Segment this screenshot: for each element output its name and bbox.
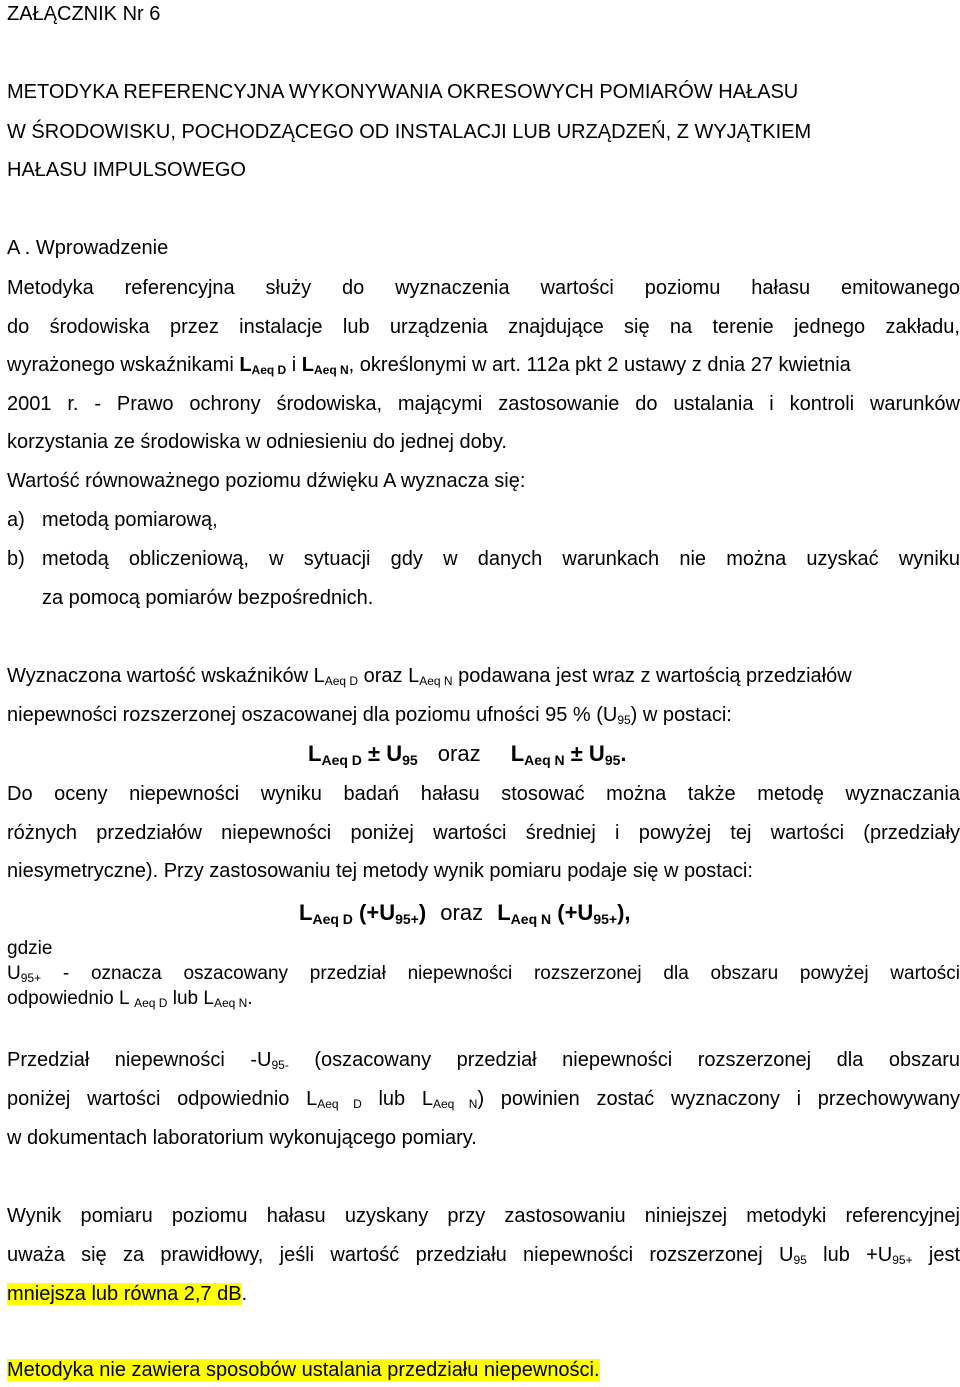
para8-line1 bbox=[7, 1358, 960, 1382]
para4-line2: różnych przedziałów niepewności poniżej wartości średniej i powyżej tej wartości (przedziały bbox=[7, 822, 960, 844]
highlight-note: Metodyka nie zawiera sposobów ustalania przedziału niepewności. bbox=[7, 1359, 600, 1381]
para5-line1: $U_{95+}$ - oznacza oszacowany przedział niepewności rozszerzonej dla obszaru powyżej wartości bbox=[7, 963, 960, 985]
list-label-a: a) bbox=[7, 509, 25, 531]
list-text-b-line2: za pomocą pomiarów bezpośrednich. bbox=[42, 587, 374, 609]
para6-line2: poniżej wartości odpowiednio $L_{Aeq D}$ lub $L_{Aeq N}$) powinien zostać wyznaczony i przechowywany bbox=[7, 1088, 960, 1111]
para5-line2: odpowiednio L $_{Aeq D}$ lub $L_{Aeq N}$. bbox=[7, 988, 253, 1010]
para4-line1: Do oceny niepewności wyniku badań hałasu stosować można także metodę wyznaczania bbox=[7, 783, 960, 805]
annex-title: ZAŁĄCZNIK Nr 6 bbox=[7, 3, 161, 25]
para1-line2: do środowiska przez instalacje lub urządzenia znajdujące się na terenie jednego zakładu, bbox=[7, 316, 960, 338]
para3-line2: niepewności rozszerzonej oszacowanej dla poziomu ufności 95 % $(U_{95})$ w postaci: bbox=[7, 704, 732, 727]
section-title: A . Wprowadzenie bbox=[7, 237, 169, 259]
list-text-b-line1: metodą obliczeniową, w sytuacji gdy w danych warunkach nie można uzyskać wyniku bbox=[42, 548, 960, 570]
list-text-a: metodą pomiarową, bbox=[42, 509, 218, 531]
para2-line1: Wartość równoważnego poziomu dźwięku A wyznacza się: bbox=[7, 470, 526, 492]
para5-gdzie: gdzie bbox=[7, 938, 53, 959]
para7-line1: Wynik pomiaru poziomu hałasu uzyskany przy zastosowaniu niniejszej metodyki referencyjnej bbox=[7, 1205, 960, 1227]
para6-line1: Przedział niepewności $-U_{95-}$ (oszacowany przedział niepewności rozszerzonej dla obszaru bbox=[7, 1049, 960, 1072]
para4-line3: niesymetryczne). Przy zastosowaniu tej metody wynik pomiaru podaje się w postaci: bbox=[7, 860, 753, 882]
para3-line1: Wyznaczona wartość wskaźników $L_{Aeq D}$ oraz $L_{Aeq N}$ podawana jest wraz z wartością przedziałów bbox=[7, 665, 852, 688]
para6-line3: w dokumentach laboratorium wykonującego pomiary. bbox=[7, 1127, 477, 1149]
doc-title-line-2: W ŚRODOWISKU, POCHODZĄCEGO OD INSTALACJI LUB URZĄDZEŃ, Z WYJĄTKIEM bbox=[7, 121, 812, 143]
para7-line3: mniejsza lub równa 2,7 dB. bbox=[7, 1283, 248, 1305]
doc-title-line-1: METODYKA REFERENCYJNA WYKONYWANIA OKRESOWYCH POMIARÓW HAŁASU bbox=[7, 81, 799, 103]
highlight-threshold: mniejsza lub równa 2,7 dB bbox=[7, 1283, 242, 1305]
formula-symmetric: $L_{Aeq D} \pm U_{95}$ oraz $L_{Aeq N} \pm U_{95}$. bbox=[308, 741, 627, 768]
formula-asymmetric: $L_{Aeq D}$ $(+U_{95+})$ oraz $L_{Aeq N}$ $(+U_{95+})$, bbox=[299, 900, 631, 927]
para1-line4: 2001 r. - Prawo ochrony środowiska, mającymi zastosowanie do ustalania i kontroli warunków bbox=[7, 393, 960, 415]
para7-line2: uważa się za prawidłowy, jeśli wartość przedziału niepewności rozszerzonej $U_{95}$ lub $+U_{95+}$ jest bbox=[7, 1244, 960, 1267]
list-label-b: b) bbox=[7, 548, 25, 570]
para1-line5: korzystania ze środowiska w odniesieniu do jednej doby. bbox=[7, 431, 507, 453]
para1-line3: wyrażonego wskaźnikami $L_{Aeq D}$ i $L_{Aeq N}$, określonymi w art. 112a pkt 2 ustawy z dnia 27 kwietnia bbox=[7, 354, 851, 377]
doc-title-line-3: HAŁASU IMPULSOWEGO bbox=[7, 159, 246, 181]
para1-line1: Metodyka referencyjna służy do wyznaczenia wartości poziomu hałasu emitowanego bbox=[7, 277, 960, 299]
